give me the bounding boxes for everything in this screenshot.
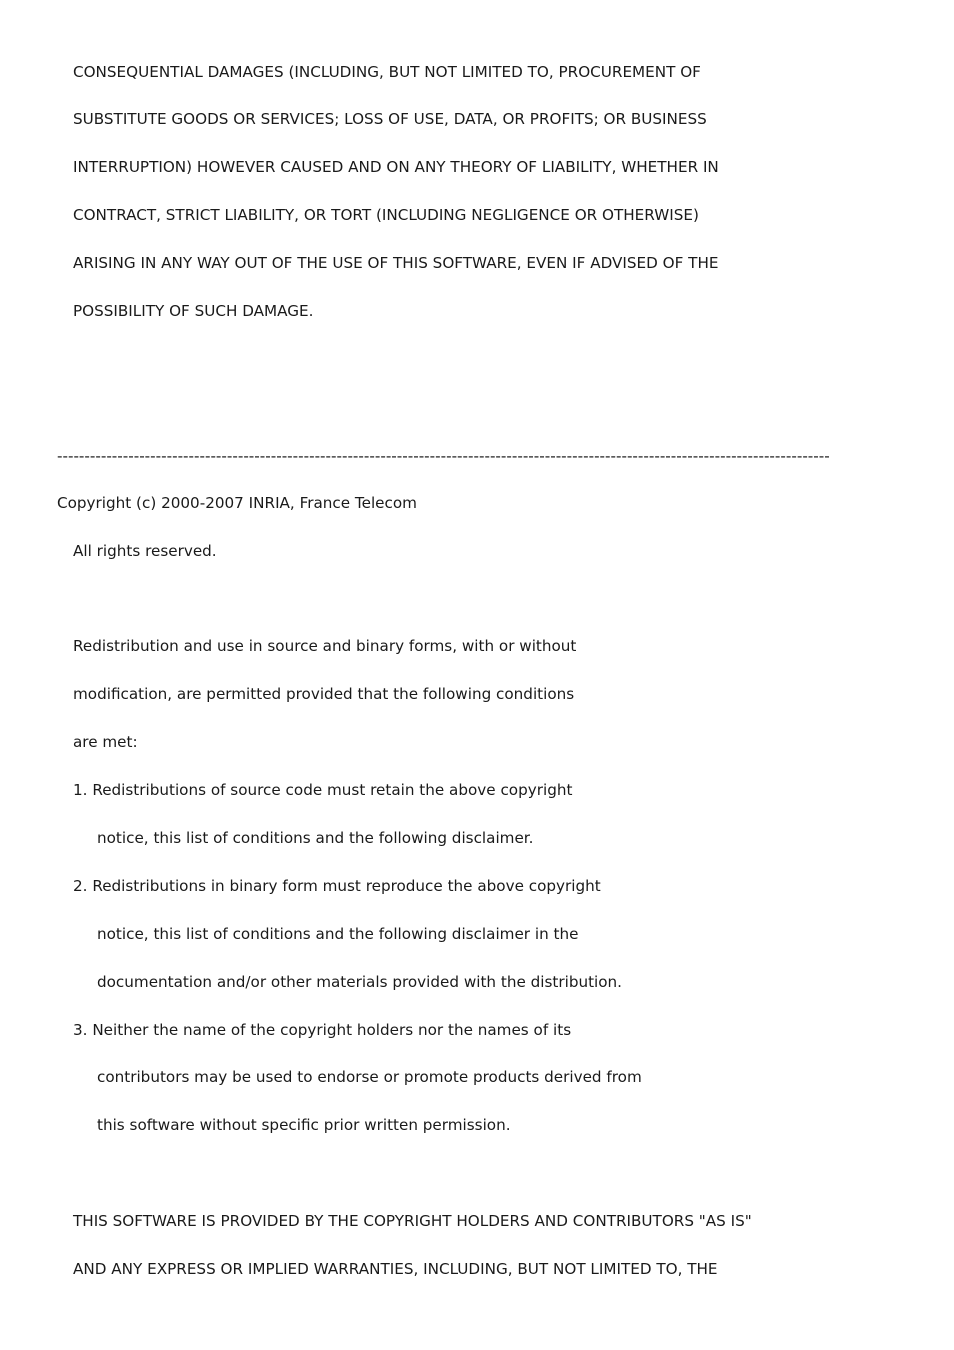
condition-3: 3. Neither the name of the copyright holders nor the names of its: [73, 1021, 572, 1039]
condition-1: 1. Redistributions of source code must retain the above copyright: [73, 781, 573, 799]
license-text-line: CONSEQUENTIAL DAMAGES (INCLUDING, BUT NOT LIMITED TO, PROCUREMENT OF: [73, 63, 701, 81]
license-text-line: CONTRACT, STRICT LIABILITY, OR TORT (INCLUDING NEGLIGENCE OR OTHERWISE): [73, 206, 699, 224]
license-text-line: SUBSTITUTE GOODS OR SERVICES; LOSS OF USE, DATA, OR PROFITS; OR BUSINESS: [73, 110, 707, 128]
preamble-line: modification, are permitted provided that the following conditions: [73, 685, 575, 703]
condition-1-continuation: notice, this list of conditions and the following disclaimer.: [97, 829, 534, 847]
preamble-line: are met:: [73, 733, 138, 751]
condition-3-continuation: this software without specific prior written permission.: [97, 1116, 511, 1134]
license-text-line: ARISING IN ANY WAY OUT OF THE USE OF THIS SOFTWARE, EVEN IF ADVISED OF THE: [73, 254, 719, 272]
license-text-line: INTERRUPTION) HOWEVER CAUSED AND ON ANY THEORY OF LIABILITY, WHETHER IN: [73, 158, 719, 176]
disclaimer-line: AND ANY EXPRESS OR IMPLIED WARRANTIES, INCLUDING, BUT NOT LIMITED TO, THE: [73, 1260, 718, 1278]
condition-2: 2. Redistributions in binary form must reproduce the above copyright: [73, 877, 601, 895]
condition-3-continuation: contributors may be used to endorse or promote products derived from: [97, 1068, 642, 1086]
disclaimer-line: THIS SOFTWARE IS PROVIDED BY THE COPYRIGHT HOLDERS AND CONTRIBUTORS "AS IS": [73, 1212, 752, 1230]
section-separator: ---------------------------------------------------------------------------------------------------------------------------------------------: [57, 447, 830, 465]
condition-2-continuation: documentation and/or other materials provided with the distribution.: [97, 973, 623, 991]
copyright-line: Copyright (c) 2000-2007 INRIA, France Telecom: [57, 494, 417, 512]
preamble-line: Redistribution and use in source and binary forms, with or without: [73, 637, 577, 655]
condition-2-continuation: notice, this list of conditions and the following disclaimer in the: [97, 925, 579, 943]
rights-line: All rights reserved.: [73, 542, 217, 560]
license-text-line: POSSIBILITY OF SUCH DAMAGE.: [73, 302, 314, 320]
